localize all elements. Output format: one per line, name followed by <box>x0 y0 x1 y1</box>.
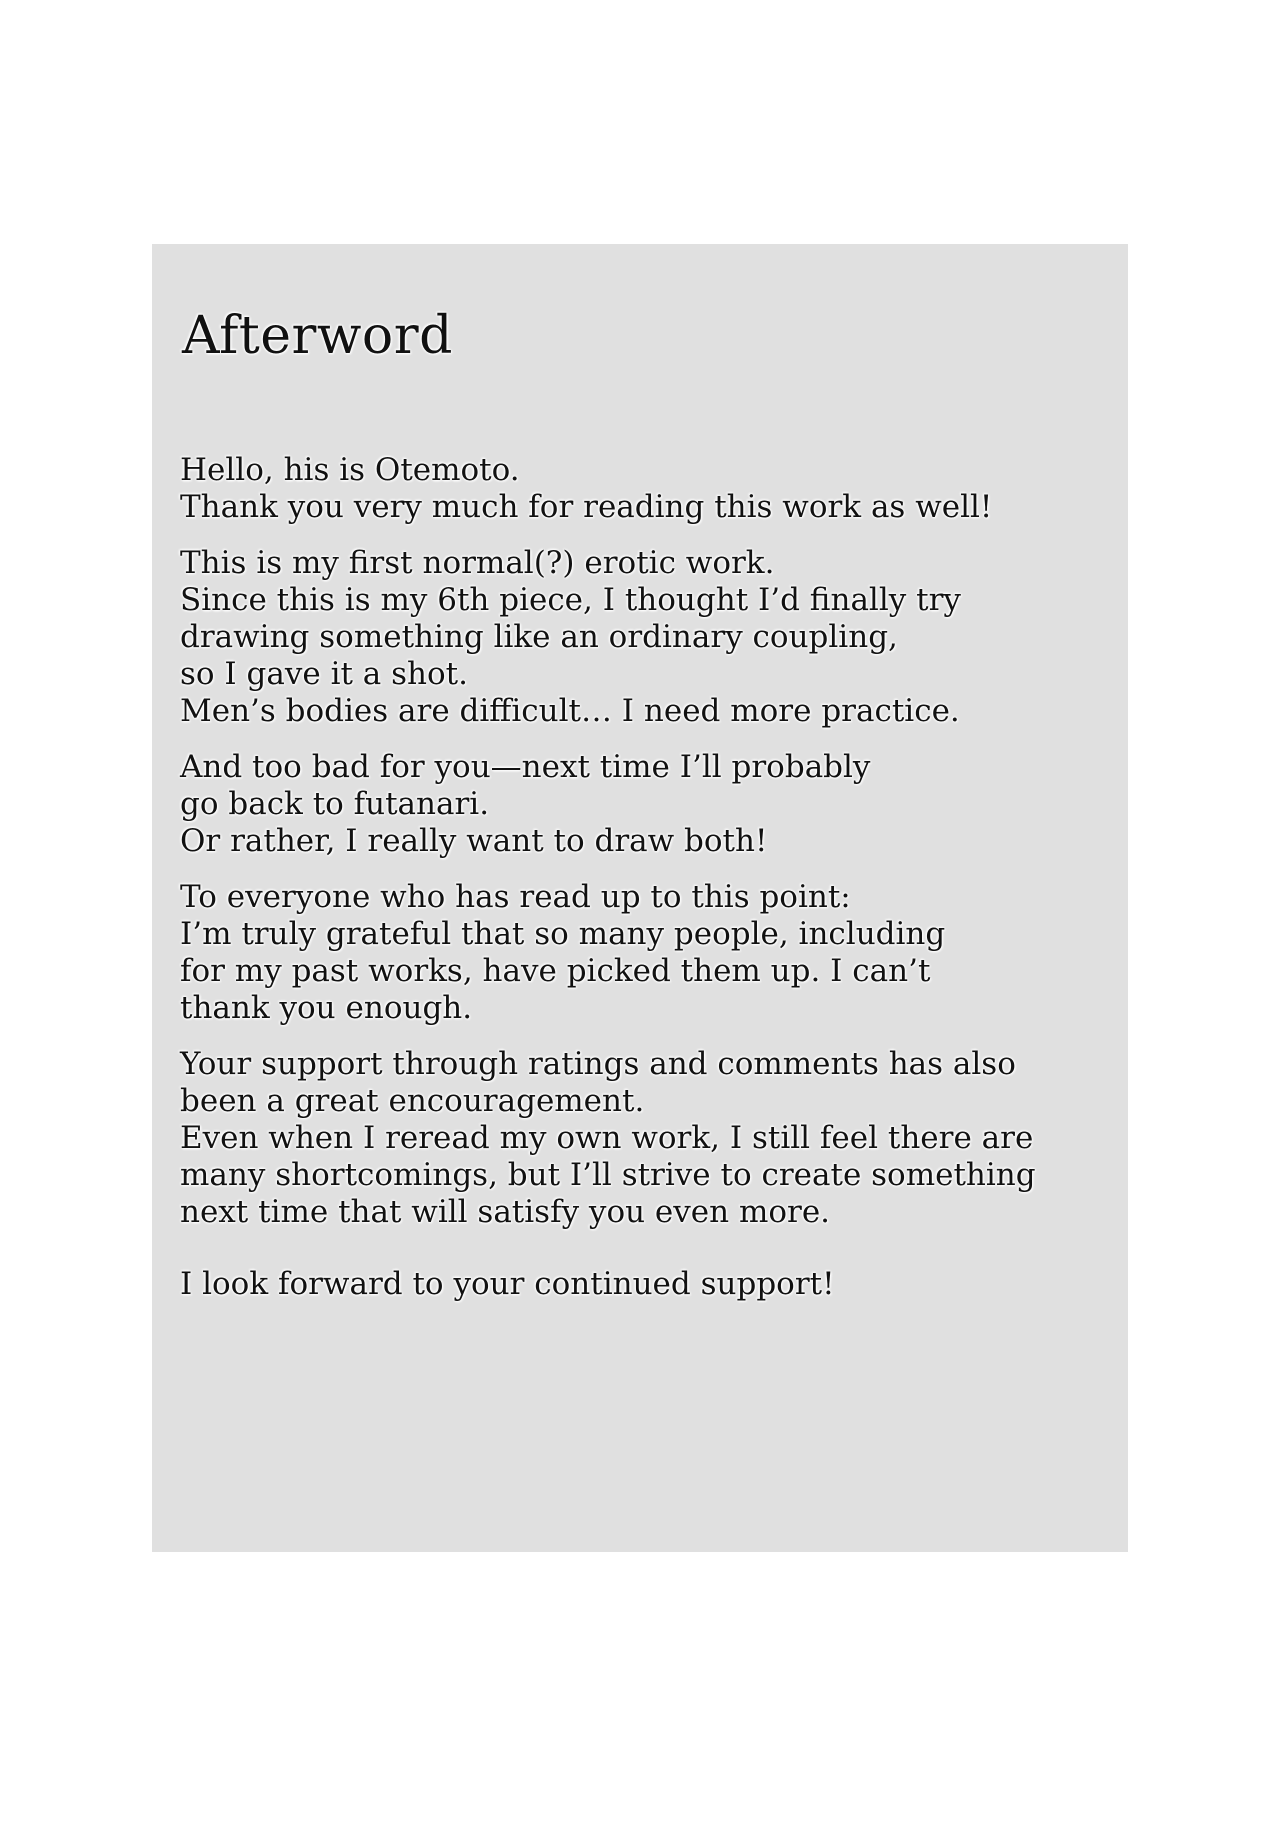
paragraph-thanks <box>180 879 1080 1027</box>
text-line: for my past works, have picked them up. I can’t <box>180 953 931 989</box>
paragraph-greeting <box>180 452 1080 526</box>
text-line: Men’s bodies are difficult… I need more practice. <box>180 693 960 729</box>
text-line: drawing something like an ordinary coupling, <box>180 619 898 655</box>
afterword-panel <box>152 244 1128 1552</box>
text-line: Hello, his is Otemoto. <box>180 452 520 488</box>
paragraph-first-work <box>180 545 1080 730</box>
text-line: Or rather, I really want to draw both! <box>180 823 768 859</box>
page-title: Afterword <box>182 306 453 366</box>
text-line: This is my first normal(?) erotic work. <box>180 545 775 581</box>
paragraph-next-time <box>180 749 1080 860</box>
text-line: I look forward to your continued support! <box>180 1266 835 1302</box>
paragraph-support <box>180 1046 1080 1231</box>
text-line: go back to futanari. <box>180 786 490 822</box>
paragraph-closing <box>180 1266 1080 1303</box>
text-line: so I gave it a shot. <box>180 656 468 692</box>
afterword-body <box>180 452 1080 1322</box>
text-line: been a great encouragement. <box>180 1083 645 1119</box>
text-line: And too bad for you—next time I’ll probably <box>180 749 871 785</box>
text-line: next time that will satisfy you even more. <box>180 1194 831 1230</box>
text-line: To everyone who has read up to this point: <box>180 879 851 915</box>
text-line: Since this is my 6th piece, I thought I’d finally try <box>180 582 961 618</box>
text-line: Thank you very much for reading this work as well! <box>180 489 993 525</box>
text-line: I’m truly grateful that so many people, including <box>180 916 946 952</box>
text-line: thank you enough. <box>180 990 473 1026</box>
text-line: Your support through ratings and comments has also <box>180 1046 1016 1082</box>
text-line: Even when I reread my own work, I still feel there are <box>180 1120 1034 1156</box>
text-line: many shortcomings, but I’ll strive to create something <box>180 1157 1036 1193</box>
